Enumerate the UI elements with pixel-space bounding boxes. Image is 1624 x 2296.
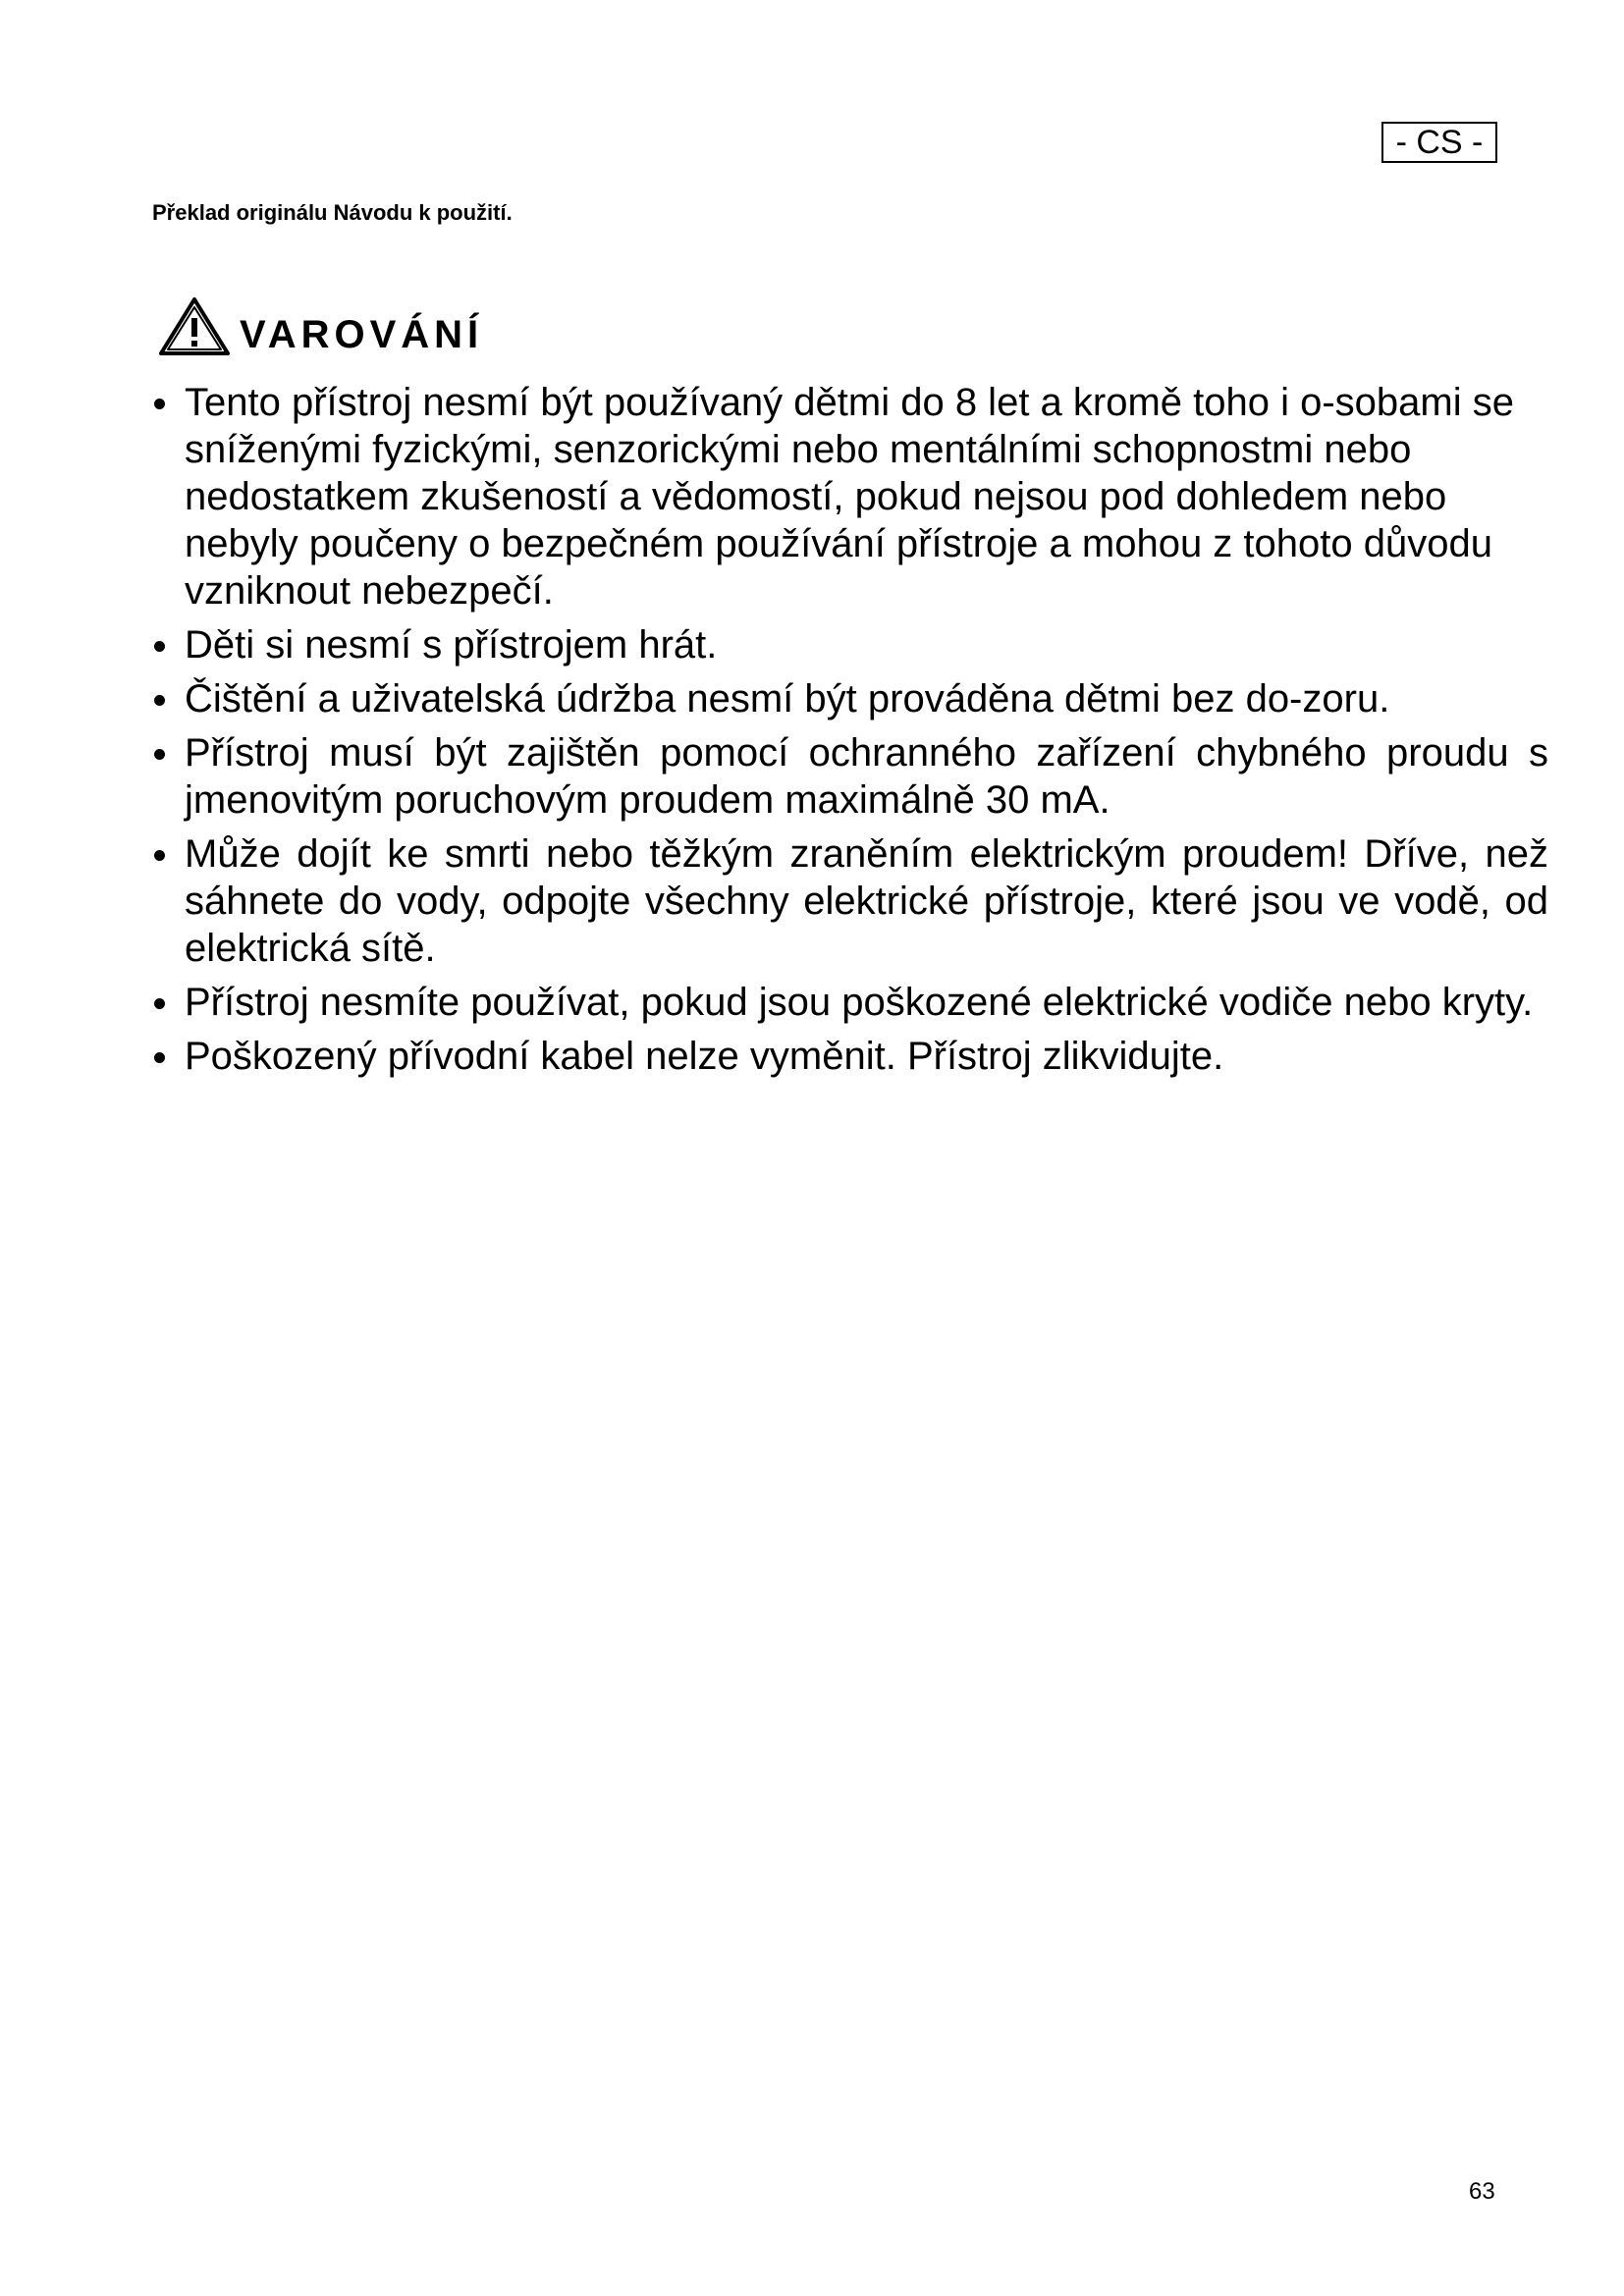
list-item-text: Čištění a uživatelská údržba nesmí být prováděna dětmi bez do-zoru. [185,677,1390,721]
list-item-text: Děti si nesmí s přístrojem hrát. [185,623,718,667]
bullet-icon [154,850,165,861]
list-item [152,675,1548,722]
warning-heading [157,294,483,357]
document-subtitle: Překlad originálu Návodu k použití. [152,200,513,225]
list-item [152,1033,1548,1080]
warning-triangle-icon [157,294,232,357]
bullet-icon [154,998,165,1009]
list-item [152,621,1548,668]
list-item-text: Poškozený přívodní kabel nelze vyměnit. Přístroj zlikvidujte. [185,1035,1224,1078]
language-badge: - CS - [1381,122,1497,163]
warning-list [152,379,1548,1087]
list-item [152,729,1548,824]
list-item-text: Může dojít ke smrti nebo těžkým zraněním elektrickým proudem! Dříve, než sáhnete do vody, odpojte všechny elektrické přístroje, které jsou ve vodě, od elektrická sítě. [185,832,1548,970]
bullet-icon [154,641,165,652]
bullet-icon [154,749,165,760]
bullet-icon [154,1052,165,1063]
list-item-text: Přístroj nesmíte používat, pokud jsou poškozené elektrické vodiče nebo kryty. [185,981,1534,1024]
page-number: 63 [1469,2178,1495,2205]
list-item-text: Přístroj musí být zajištěn pomocí ochranného zařízení chybného proudu s jmenovitým poruchovým proudem maximálně 30 mA. [185,731,1548,822]
bullet-icon [154,695,165,706]
list-item [152,979,1548,1026]
list-item-text: Tento přístroj nesmí být používaný dětmi do 8 let a kromě toho i o-sobami se sníženými fyzickými, senzorickými nebo mentálními schopnostmi nebo nedostatkem zkušeností a vědomostí, pokud nejsou pod dohledem nebo nebyly poučeny o bezpečném používání přístroje a mohou z tohoto důvodu vzniknout nebezpečí. [185,381,1514,613]
warning-title: VAROVÁNÍ [240,313,484,356]
list-item [152,830,1548,972]
bullet-icon [154,399,165,409]
list-item [152,379,1548,614]
